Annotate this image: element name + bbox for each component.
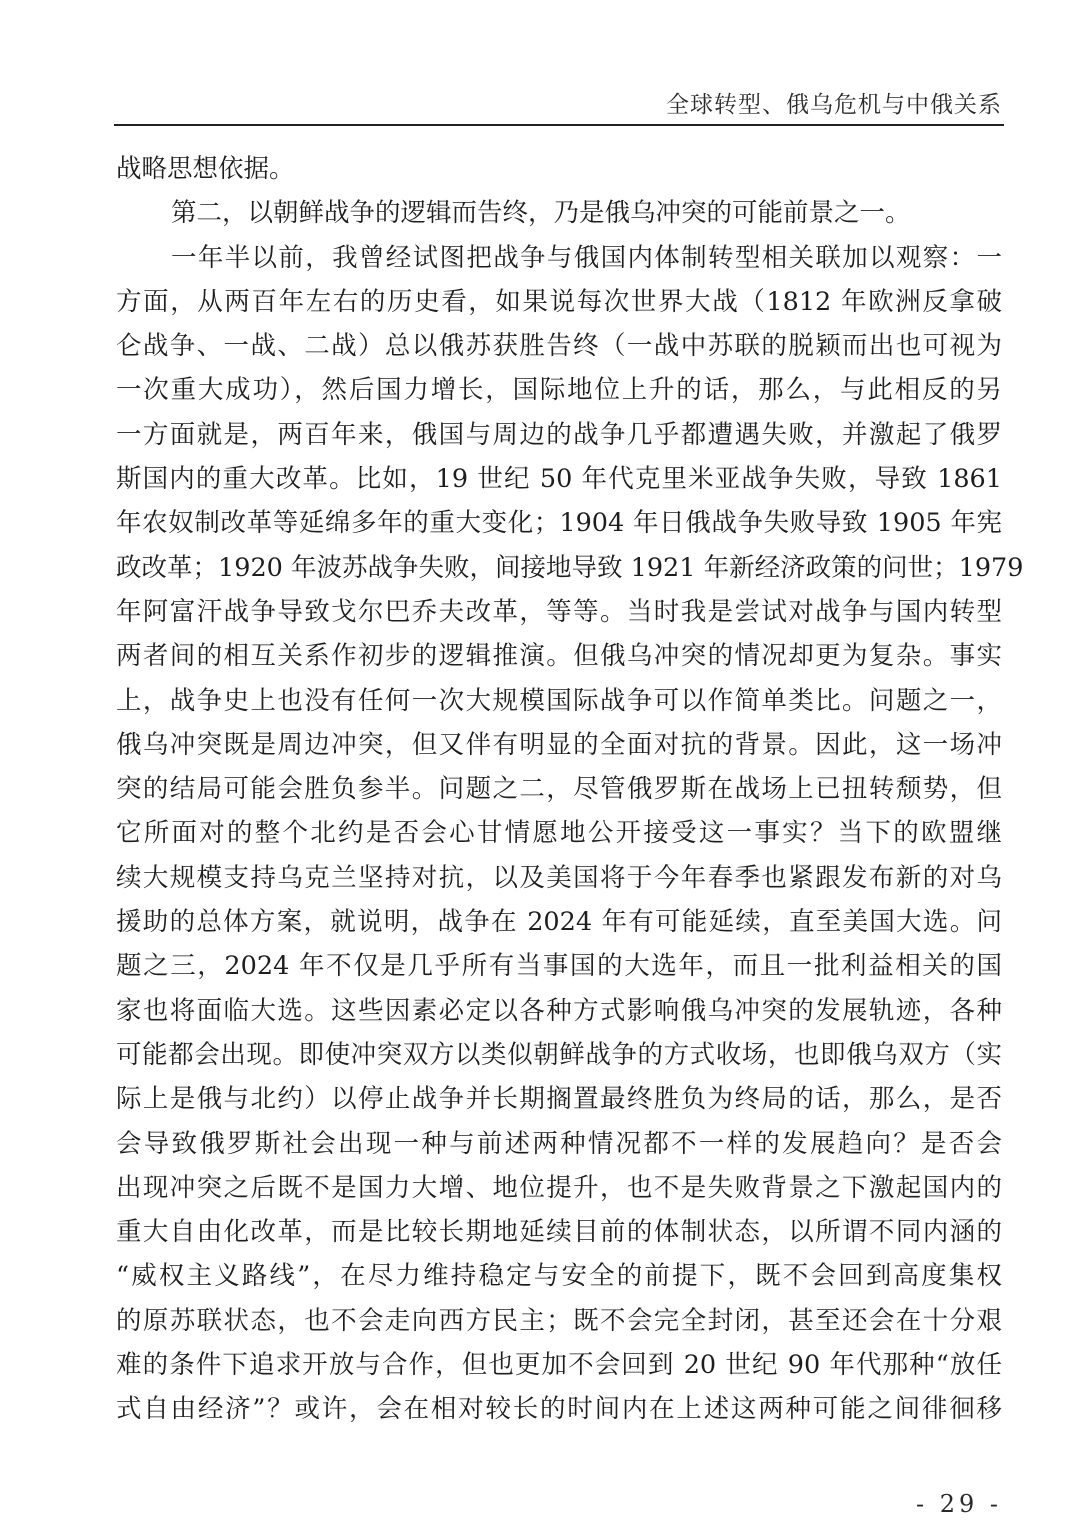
text-line: 一年半以前，我曾经试图把战争与俄国内体制转型相关联加以观察：一 xyxy=(171,242,1002,273)
text-line: 年阿富汗战争导致戈尔巴乔夫改革，等等。当时我是尝试对战争与国内转型 xyxy=(116,596,1002,627)
header-rule xyxy=(114,124,1004,126)
text-line: 斯国内的重大改革。比如，19 世纪 50 年代克里米亚战争失败，导致 1861 xyxy=(116,464,1002,495)
text-line: 一次重大成功），然后国力增长，国际地位上升的话，那么，与此相反的另 xyxy=(116,375,1002,406)
text-line: 重大自由化改革，而是比较长期地延续目前的体制状态，以所谓不同内涵的 xyxy=(116,1217,1002,1248)
text-line: 的原苏联状态，也不会走向西方民主；既不会完全封闭，甚至还会在十分艰 xyxy=(116,1305,1002,1336)
text-line: 它所面对的整个北约是否会心甘情愿地公开接受这一事实？当下的欧盟继 xyxy=(116,818,1002,849)
text-line: 难的条件下追求开放与合作，但也更加不会回到 20 世纪 90 年代那种“放任 xyxy=(116,1350,1002,1381)
text-line: 方面，从两百年左右的历史看，如果说每次世界大战（1812 年欧洲反拿破 xyxy=(116,286,1002,317)
text-line: “威权主义路线”，在尽力维持稳定与安全的前提下，既不会回到高度集权 xyxy=(116,1261,1002,1292)
text-line: 续大规模支持乌克兰坚持对抗，以及美国将于今年春季也紧跟发布新的对乌 xyxy=(116,862,1002,893)
text-line: 俄乌冲突既是周边冲突，但又伴有明显的全面对抗的背景。因此，这一场冲 xyxy=(116,729,1002,760)
text-line: 突的结局可能会胜负参半。问题之二，尽管俄罗斯在战场上已扭转颓势，但 xyxy=(116,774,1002,805)
text-line: 出现冲突之后既不是国力大增、地位提升，也不是失败背景之下激起国内的 xyxy=(116,1172,1002,1203)
text-line: 一方面就是，两百年来，俄国与周边的战争几乎都遭遇失败，并激起了俄罗 xyxy=(116,419,1002,450)
text-line: 家也将面临大选。这些因素必定以各种方式影响俄乌冲突的发展轨迹，各种 xyxy=(116,995,1002,1026)
text-line: 年农奴制改革等延绵多年的重大变化；1904 年日俄战争失败导致 1905 年宪 xyxy=(116,508,1002,539)
text-line: 际上是俄与北约）以停止战争并长期搁置最终胜负为终局的话，那么，是否 xyxy=(116,1084,1002,1115)
text-line: 第二，以朝鲜战争的逻辑而告终，乃是俄乌冲突的可能前景之一。 xyxy=(171,198,911,229)
text-line: 上，战争史上也没有任何一次大规模国际战争可以作简单类比。问题之一， xyxy=(116,685,1002,716)
body-text xyxy=(116,147,1024,1432)
text-line: 援助的总体方案，就说明，战争在 2024 年有可能延续，直至美国大选。问 xyxy=(116,907,1002,938)
text-line: 式自由经济”？或许，会在相对较长的时间内在上述这两种可能之间徘徊移 xyxy=(116,1394,1002,1425)
text-line: 会导致俄罗斯社会出现一种与前述两种情况都不一样的发展趋向？是否会 xyxy=(116,1128,1002,1159)
text-line: 两者间的相互关系作初步的逻辑推演。但俄乌冲突的情况却更为复杂。事实 xyxy=(116,641,1002,672)
text-line: 战略思想依据。 xyxy=(116,154,295,184)
text-line: 题之三，2024 年不仅是几乎所有当事国的大选年，而且一批利益相关的国 xyxy=(116,951,1002,982)
page-number: - 29 - xyxy=(915,1490,1002,1518)
running-header-title: 全球转型、俄乌危机与中俄关系 xyxy=(666,92,1002,118)
text-line: 可能都会出现。即使冲突双方以类似朝鲜战争的方式收场，也即俄乌双方（实 xyxy=(116,1039,1002,1070)
text-line: 仑战争、一战、二战）总以俄苏获胜告终（一战中苏联的脱颖而出也可视为 xyxy=(116,331,1002,362)
text-line: 政改革；1920 年波苏战争失败，间接地导致 1921 年新经济政策的问世；1979 xyxy=(116,552,1024,583)
